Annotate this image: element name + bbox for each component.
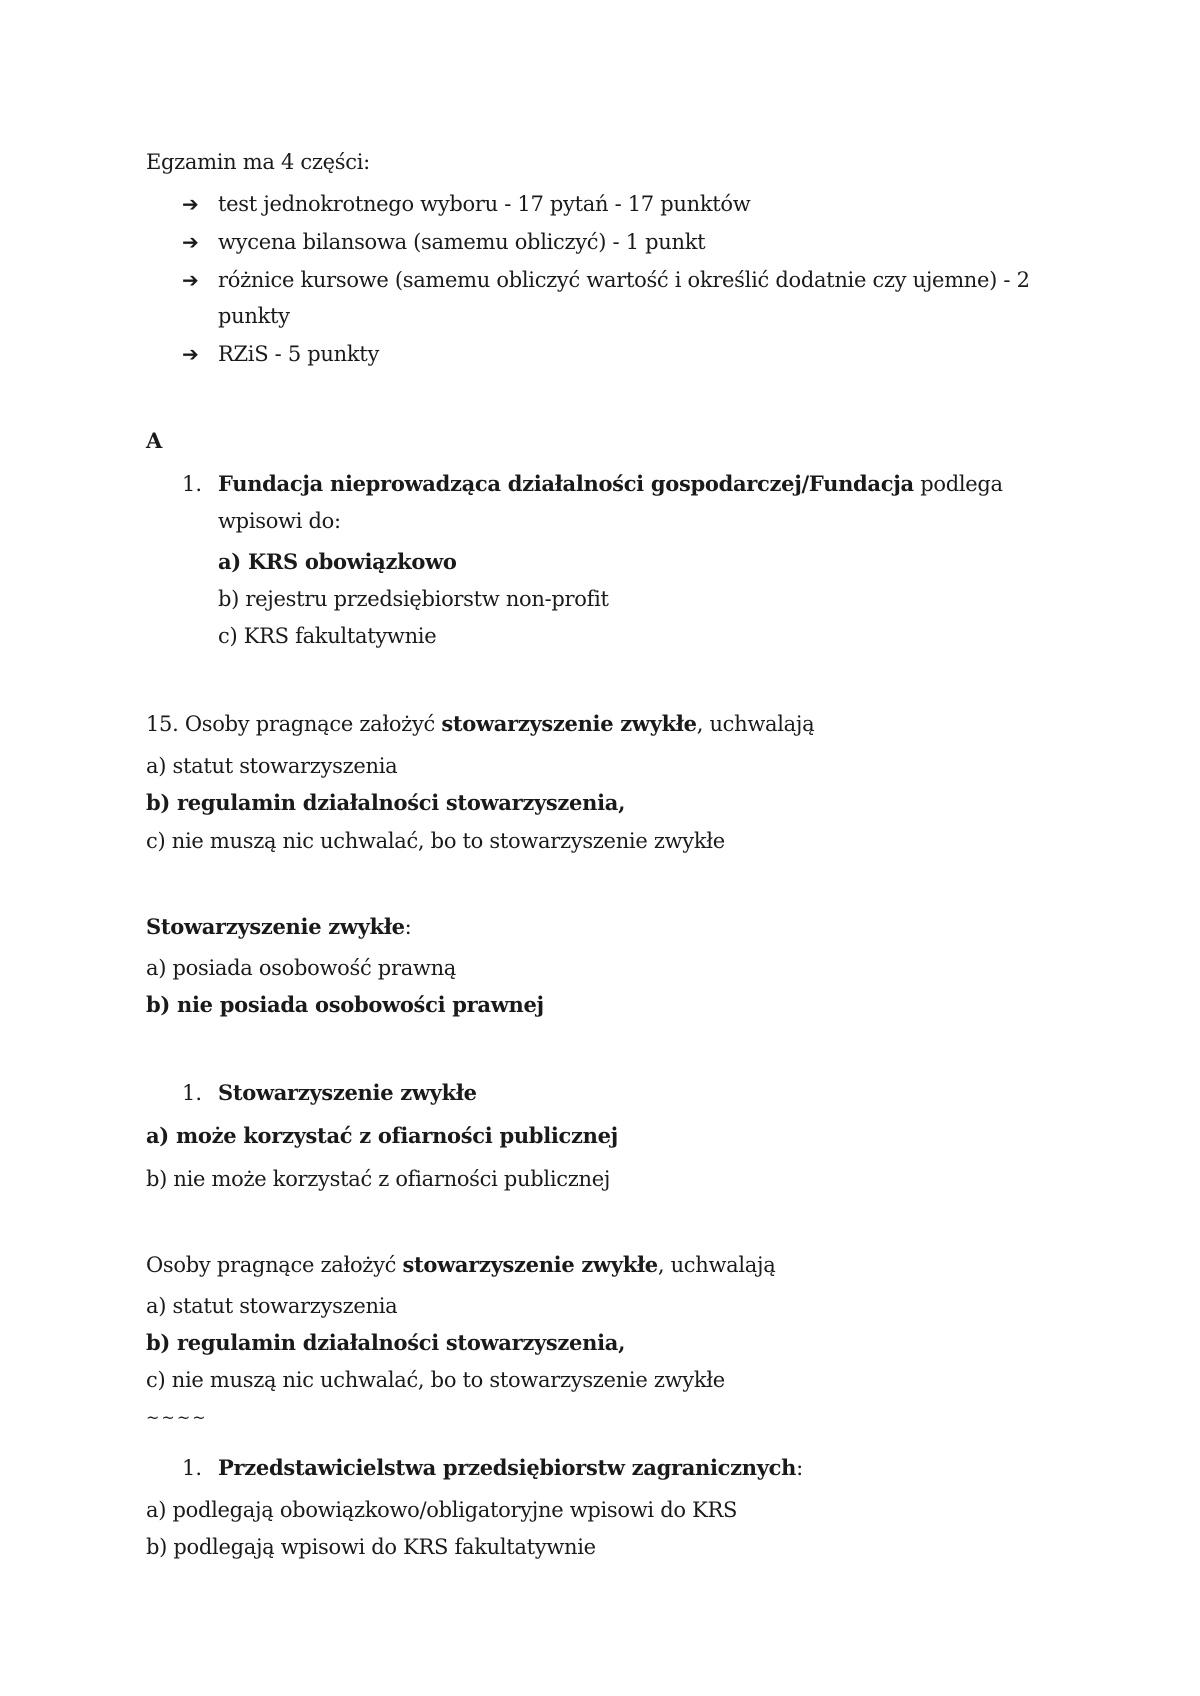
answer-correct: b) regulamin działalności stowarzyszenia, <box>146 1330 626 1355</box>
answer: a) statut stowarzyszenia <box>146 1294 398 1318</box>
answer: a) posiada osobowość prawną <box>146 956 457 980</box>
question-bold: stowarzyszenie zwykłe <box>441 711 697 736</box>
question-continuation: wpisowi do: <box>218 509 341 533</box>
arrow-right-icon: ➔ <box>182 268 199 292</box>
question-bold: Fundacja nieprowadząca działalności gospodarczej/Fundacja <box>218 471 914 496</box>
list-number: 1. <box>182 1081 203 1105</box>
intro-bullet: test jednokrotnego wyboru - 17 pytań - 17 punktów <box>218 192 751 216</box>
separator: ~~~~ <box>146 1408 208 1427</box>
answer: c) KRS fakultatywnie <box>218 624 437 648</box>
arrow-right-icon: ➔ <box>182 230 199 254</box>
question-rest: podlega <box>913 472 1003 496</box>
question-title: Stowarzyszenie zwykłe <box>218 1080 477 1105</box>
answer-correct: a) KRS obowiązkowo <box>218 549 457 574</box>
question-suffix: , uchwalają <box>657 1253 776 1277</box>
intro-bullet: wycena bilansowa (samemu obliczyć) - 1 punkt <box>218 230 706 254</box>
intro-bullet: różnice kursowe (samemu obliczyć wartość i określić dodatnie czy ujemne) - 2 <box>218 268 1030 292</box>
question-bold: stowarzyszenie zwykłe <box>402 1252 658 1277</box>
answer: c) nie muszą nic uchwalać, bo to stowarzyszenie zwykłe <box>146 1368 725 1392</box>
intro-heading: Egzamin ma 4 części: <box>146 150 370 174</box>
intro-bullet-continuation: punkty <box>218 304 290 328</box>
arrow-right-icon: ➔ <box>182 342 199 366</box>
answer-correct: b) regulamin działalności stowarzyszenia, <box>146 790 626 815</box>
answer: b) podlegają wpisowi do KRS fakultatywnie <box>146 1535 596 1559</box>
question-suffix: , uchwalają <box>696 712 815 736</box>
question-prefix: 15. Osoby pragnące założyć <box>146 712 442 736</box>
list-number: 1. <box>182 472 203 496</box>
question-text <box>146 912 411 942</box>
question-text <box>146 1250 775 1280</box>
answer: b) nie może korzystać z ofiarności publicznej <box>146 1167 611 1191</box>
section-letter: A <box>146 428 162 453</box>
question-suffix: : <box>796 1456 803 1480</box>
answer: a) statut stowarzyszenia <box>146 754 398 778</box>
intro-bullet: RZiS - 5 punkty <box>218 342 380 366</box>
answer: b) rejestru przedsiębiorstw non-profit <box>218 587 609 611</box>
question-bold: Stowarzyszenie zwykłe <box>146 914 405 939</box>
list-number: 1. <box>182 1456 203 1480</box>
answer: a) podlegają obowiązkowo/obligatoryjne wpisowi do KRS <box>146 1498 738 1522</box>
question-text <box>218 1453 803 1483</box>
arrow-right-icon: ➔ <box>182 192 199 216</box>
answer-correct: a) może korzystać z ofiarności publicznej <box>146 1123 618 1148</box>
question-text <box>218 469 1003 499</box>
question-suffix: : <box>404 915 412 939</box>
question-text <box>146 709 814 739</box>
question-bold: Przedstawicielstwa przedsiębiorstw zagranicznych <box>218 1455 797 1480</box>
answer-correct: b) nie posiada osobowości prawnej <box>146 992 544 1017</box>
answer: c) nie muszą nic uchwalać, bo to stowarzyszenie zwykłe <box>146 829 725 853</box>
question-prefix: Osoby pragnące założyć <box>146 1253 403 1277</box>
